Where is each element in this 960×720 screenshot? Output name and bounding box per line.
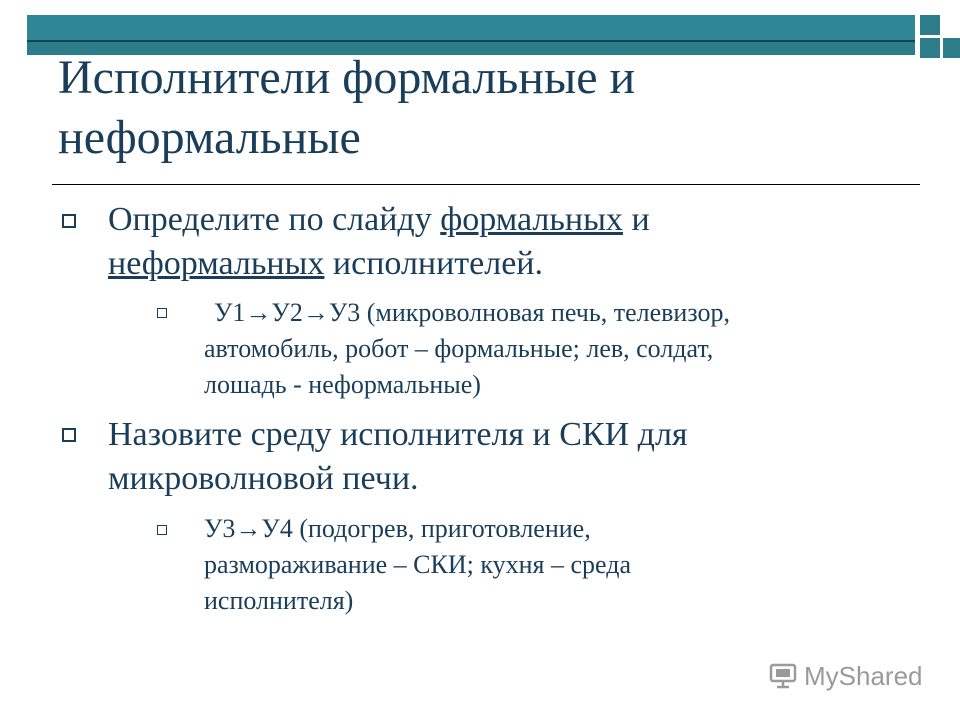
presentation-icon — [768, 661, 798, 691]
header-bar-line — [27, 40, 915, 42]
bullet-1-text-before: Определите по слайду — [108, 201, 441, 238]
sub-1-line1: У3 (микроволновая печь, телевизор, — [328, 298, 730, 327]
bullet-2-text — [108, 413, 908, 501]
slide-title: Исполнители формальные и неформальные — [58, 51, 636, 164]
bullet-2-line2: микроволновой печи. — [108, 460, 419, 497]
sub-bullet-square-icon — [157, 308, 167, 318]
corner-square-top — [920, 15, 940, 35]
sub-2-line2: размораживание – СКИ; кухня – среда — [204, 550, 631, 579]
sub-1-line2: автомобиль, робот – формальные; лев, солдат, — [204, 334, 714, 363]
sub-2-line3: исполнителя) — [204, 586, 354, 615]
sub-2-line1: У4 (подогрев, приготовление, — [261, 514, 591, 543]
sub-bullet-square-icon — [157, 525, 167, 535]
corner-square-bottom-left — [920, 38, 940, 58]
arrow-icon: → — [302, 298, 329, 327]
bullet-square-icon — [62, 214, 76, 228]
sub-2-u3: У3 — [204, 514, 236, 543]
formal-link[interactable]: формальных — [440, 201, 623, 238]
sub-bullet-1-text — [204, 295, 904, 403]
sub-1-u1: У1 — [214, 298, 246, 327]
watermark-brand: MyShared — [804, 660, 923, 691]
sub-1-u2: У2 — [271, 298, 303, 327]
bullet-1-text-mid: и — [622, 201, 650, 238]
bullet-1-text-after: исполнителей. — [324, 245, 543, 282]
corner-square-bottom-right — [943, 38, 960, 58]
sub-bullet-2-text — [204, 511, 904, 619]
bullet-2-line1: Назовите среду исполнителя и СКИ для — [108, 416, 688, 453]
title-divider — [52, 184, 920, 185]
watermark — [768, 656, 923, 696]
header-bar-highlight — [27, 15, 915, 40]
arrow-icon: → — [235, 514, 262, 543]
arrow-icon: → — [245, 298, 272, 327]
bullet-square-icon — [62, 428, 76, 442]
bullet-1-text — [108, 198, 908, 286]
sub-1-line3: лошадь - неформальные) — [204, 370, 481, 399]
informal-link[interactable]: неформальных — [108, 245, 325, 282]
